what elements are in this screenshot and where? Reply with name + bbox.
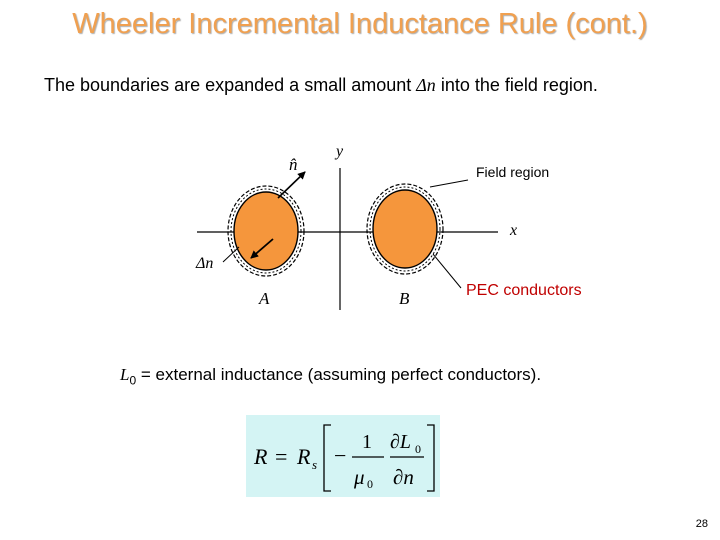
conductor-b [373,190,437,268]
subtitle-delta-n: Δn [416,75,436,95]
l0-subscript: 0 [129,373,137,388]
field-region-pointer [430,180,468,187]
formula-box [246,415,440,497]
formula-right-bracket [427,425,434,491]
normal-label: n̂ [289,155,298,174]
formula-numerator-one: 1 [362,431,372,453]
normal-arrow [278,172,305,198]
formula-dl: ∂L [390,431,412,453]
page-number: 28 [695,518,708,530]
formula-mu-sub: 0 [367,477,373,491]
formula-minus: − [334,443,347,468]
formula-rs: R [297,444,311,469]
formula [246,415,440,497]
l0-symbol: L [120,365,130,384]
formula-dl-sub: 0 [415,442,421,456]
axis-y-label: y [336,143,344,160]
formula-mu: μ [354,465,365,489]
conductor-a-label: A [259,289,270,308]
delta-n-label: Δn [196,255,214,272]
formula-equals: = [275,444,288,469]
formula-lhs: R [254,444,268,469]
conductor-a [234,192,298,270]
subtitle-prefix: The boundaries are expanded a small amount [44,75,417,95]
formula-dn: ∂n [393,465,414,489]
l0-definition [120,365,541,387]
slide-title: Wheeler Incremental Inductance Rule (cont.) [72,8,648,40]
conductor-b-label: B [399,289,410,308]
l0-text: = external inductance (assuming perfect conductors). [136,365,542,384]
formula-left-bracket [324,425,331,491]
subtitle-suffix: into the field region. [435,75,598,95]
pec-conductors-label: PEC conductors [466,282,582,299]
field-region-label: Field region [476,164,550,180]
axis-x-label: x [510,222,518,239]
formula-rs-sub: s [312,457,318,472]
pec-pointer [433,254,461,288]
